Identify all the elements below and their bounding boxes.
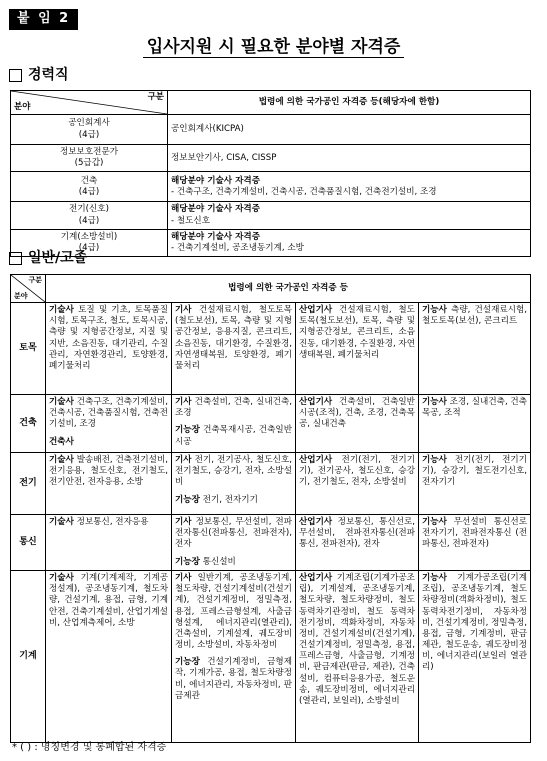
- certificate-level: 기능사: [422, 455, 447, 465]
- certificate-list: 발송배전, 건축전기설비, 전기응용, 철도신호, 전기철도, 전기안전, 전자응용, 소방: [49, 455, 169, 488]
- table-row: [11, 145, 531, 172]
- certificate-list: 전기(전기, 전기기기), 승강기, 철도전기신호, 전자기기: [422, 455, 528, 488]
- table-row: [11, 395, 531, 453]
- table-row: [11, 202, 531, 229]
- certificate-list: 조경, 실내건축, 건축목공, 조적: [422, 397, 528, 419]
- certificate-list: 건설재료시험, 철도토목(철도보선), 토목, 측량 및 지형공간정보, 콘크리트, 소음진동, 대기환경, 수질환경, 자연생태복원, 폐기물처리: [299, 305, 416, 360]
- certificate-cell: [46, 515, 172, 571]
- certificate-list: 기계가공조립(기계조립), 공조냉동기계, 철도차량정비(객화차정비), 철도동력차전기정비, 자동차정비, 건설기계정비, 정밀측정, 용접, 금형, 기계정비, 판금제관, 철도운송, 궤도장비정비, 에너지관리(보일러 열관리): [422, 573, 528, 673]
- certificate-list: 건축설비, 건축일반시공(조적), 건축, 조경, 건축목공, 실내건축: [299, 397, 415, 430]
- certificate-level: 산업기사: [299, 455, 333, 465]
- category-cell: 기계: [11, 571, 46, 743]
- field-cell: [11, 145, 168, 172]
- certificate-list: 건설재료시험, 철도토목(철도보선), 토목, 측량 및 지형공간정보, 응용지질, 콘크리트, 소음진동, 대기환경, 수질환경, 자연생태복원, 토양환경, 폐기물처리: [175, 305, 293, 371]
- certificate-level: 기사: [175, 305, 192, 315]
- checkbox-square-icon: [9, 69, 22, 82]
- section-experienced-label: 경력직: [28, 67, 69, 83]
- certificate-list: 건축설비, 건축, 실내건축, 조경: [175, 397, 292, 419]
- certificate-line: 공인회계사(KICPA): [171, 123, 244, 134]
- certificate-cell: [419, 395, 531, 453]
- certificate-cell: [172, 571, 296, 743]
- certificate-group: [49, 517, 168, 528]
- certificate-cell: [168, 229, 531, 256]
- certificate-cell: [419, 453, 531, 515]
- certificate-group: [175, 397, 292, 419]
- corner-header-top: 구분: [28, 276, 42, 284]
- certificate-cell: [296, 453, 419, 515]
- general-table: [10, 274, 531, 743]
- certificate-group: [422, 517, 527, 551]
- certificate-cell: [296, 571, 419, 743]
- certificate-group: [49, 573, 168, 629]
- certificate-cell: [46, 303, 172, 395]
- corner-header-top: 구분: [147, 92, 164, 102]
- certificate-cell: [172, 515, 296, 571]
- table-row: [11, 303, 531, 395]
- attachment-tag: 붙 임 2: [9, 9, 78, 30]
- category-cell: 통신: [11, 515, 46, 571]
- certificate-list: 정보통신, 전자응용: [76, 517, 149, 527]
- field-cell: [11, 115, 168, 145]
- certificate-group: [299, 517, 415, 551]
- table-corner-header: [11, 91, 168, 115]
- certificate-level: 기사: [175, 517, 192, 527]
- certificate-list: 기계조립(기계가공조립), 기계설계, 공조냉동기계, 철도차량, 철도차량정비, 철도동력차기관정비, 철도 동력차전기정비, 객화차정비, 자동차정비, 건설기계설비(건설기계), 건설기계정비, 정밀측정, 용접, 프레스금형, 사출금형, 기계정비, 판금제관(판금, 제관), 건축설비, 컴퓨터응용가공, 철도운송, 궤도장비정비, 에너지관리(열관리, 보일러), 소방설비: [299, 573, 415, 706]
- certificate-level: 기능사: [422, 305, 447, 315]
- certificate-group: [299, 305, 415, 361]
- field-cell: [11, 172, 168, 202]
- certificate-group: [49, 397, 168, 431]
- certificate-level: 산업기사: [299, 397, 333, 407]
- certificate-list: 전기, 전기공사, 철도신호, 전기철도, 승강기, 전자, 소방설비: [175, 455, 292, 488]
- page-title-text: 입사지원 시 필요한 분야별 자격증: [143, 37, 405, 58]
- certificate-list: 건축구조, 건축기계설비, 건축시공, 건축품질시험, 건축전기설비, 조경: [49, 397, 169, 430]
- certificate-list: 토질 및 기초, 토목품질시험, 토목구조, 철도, 토목시공, 측량 및 지형공간정보, 지질 및 지반, 소음진동, 대기관리, 수질관리, 자연환경관리, 토양환경, 폐기물처리: [49, 305, 168, 371]
- certificate-group: [422, 305, 527, 327]
- corner-header-bottom: 분야: [14, 101, 31, 112]
- corner-header-bottom: 분야: [14, 291, 28, 300]
- certificate-level: 건축사: [49, 436, 74, 447]
- section-general-label: 일반/고졸: [28, 250, 88, 266]
- certificate-group: [175, 455, 292, 489]
- certificate-cell: [296, 515, 419, 571]
- certificate-list: 전기(전기, 전기기기), 전기공사, 철도신호, 승강기, 전기철도, 전자, 소방설비: [299, 455, 415, 488]
- certificate-group: [175, 517, 292, 551]
- certificate-level: 기술사: [49, 573, 74, 583]
- certificate-level: 기능장: [175, 556, 200, 567]
- table-row: [11, 453, 531, 515]
- certificate-list: 일반기계, 공조냉동기계, 철도차량, 건설기계설비(건설기계), 건설기계정비, 정밀측정, 용접, 프레스금형설계, 사출금형설계, 에너지관리(열관리), 건축설비, 기계설계, 궤도장비정비, 소방설비, 자동차정비: [175, 573, 292, 651]
- field-grade: (4급): [78, 215, 100, 226]
- certificate-level: 기능장: [175, 657, 200, 668]
- certificate-group: [49, 437, 168, 448]
- certificate-cell: [419, 571, 531, 743]
- certificate-level: 산업기사: [299, 573, 333, 583]
- certificate-level: 기능사: [422, 573, 447, 583]
- certificate-level: 기능사: [422, 517, 447, 527]
- certificate-list: 건설기계정비, 금형제작, 기계가공, 용접, 철도차량정비, 에너지관리, 자동차정비, 판금제관: [175, 657, 292, 701]
- table-row: [11, 115, 531, 145]
- certificate-heading: 해당분야 기술사 자격증: [171, 175, 260, 186]
- certificate-group: [49, 305, 168, 372]
- certificate-group: [422, 397, 527, 419]
- field-name: 기계(소방설비): [60, 231, 118, 242]
- certificate-cell: [46, 395, 172, 453]
- certificate-level: 기술사: [49, 517, 74, 527]
- certificate-cell: [296, 303, 419, 395]
- certificate-group: [175, 305, 292, 372]
- certificate-cell: [46, 571, 172, 743]
- section-general-heading: [9, 249, 87, 267]
- certificate-list: 측량, 건설재료시험, 철도토목(보선), 콘크리트: [422, 305, 528, 327]
- certificate-line: - 건축기계설비, 공조냉동기계, 소방: [171, 242, 304, 253]
- certificate-cell: [172, 303, 296, 395]
- certificate-level: 기능사: [422, 397, 447, 407]
- certificate-list: 정보통신, 무선설비, 전파전자통신(전파통신, 전파전자), 전자: [175, 517, 292, 550]
- certificate-list: 무선설비 통신선로 전자기기, 전파전자통신 (전파통신, 전파전자): [422, 517, 528, 550]
- field-cell: [11, 202, 168, 229]
- column-header: 법령에 의한 국가공인 자격증 등(해당자에 한함): [168, 91, 531, 115]
- field-name: 공인회계사: [68, 118, 110, 129]
- certificate-heading: 해당분야 기술사 자격증: [171, 231, 260, 242]
- category-cell: 전기: [11, 453, 46, 515]
- section-experienced-heading: [9, 66, 69, 84]
- field-grade: (4급): [78, 186, 100, 197]
- certificate-list: 건축목재시공, 건축일반시공: [175, 425, 292, 447]
- certificate-cell: [296, 395, 419, 453]
- experienced-table: [10, 90, 531, 257]
- field-grade: (4급): [78, 129, 100, 140]
- table-row: [11, 172, 531, 202]
- certificate-cell: [419, 303, 531, 395]
- certificate-list: 전기, 전자기기: [202, 494, 258, 505]
- checkbox-square-icon: [9, 252, 22, 265]
- certificate-group: [175, 573, 292, 651]
- table-row: [11, 571, 531, 743]
- field-name: 전기(신호): [69, 204, 109, 215]
- category-cell: 토목: [11, 303, 46, 395]
- certificate-level: 기능장: [175, 425, 200, 436]
- certificate-group: [175, 425, 292, 447]
- certificate-line: - 철도신호: [171, 215, 211, 226]
- certificate-level: 기술사: [49, 305, 74, 315]
- certificate-group: [175, 557, 292, 568]
- footnote: * ( ) : 명칭변경 및 통폐합된 자격증: [12, 742, 167, 753]
- table-corner-header: [11, 275, 46, 303]
- certificate-list: 기계(기계제작, 기계공정설계), 공조냉동기계, 철도차량, 건설기계, 용접, 금형, 기계안전, 건축기계설비, 산업기계설비, 산업계측제어, 소방: [49, 573, 169, 628]
- certificate-cell: [172, 453, 296, 515]
- certificate-list: 정보통신, 통신선로, 무선설비, 전파전자통신(전파통신, 전파전자), 전자: [299, 517, 415, 550]
- table-row: [11, 229, 531, 256]
- certificate-level: 기사: [175, 397, 192, 407]
- certificate-group: [49, 455, 168, 489]
- certificate-list: 통신설비: [202, 556, 236, 567]
- certificate-level: 산업기사: [299, 305, 333, 315]
- field-grade: (5급갑): [74, 158, 104, 169]
- certificate-cell: [168, 202, 531, 229]
- certificate-group: [422, 573, 527, 674]
- certificate-group: [299, 455, 415, 489]
- category-cell: 건축: [11, 395, 46, 453]
- certificate-level: 산업기사: [299, 517, 333, 527]
- certificate-group: [299, 397, 415, 431]
- table-row: [11, 515, 531, 571]
- field-name: 건축: [80, 175, 98, 186]
- certificate-level: 기사: [175, 573, 192, 583]
- certificate-cell: [168, 145, 531, 172]
- column-header: 법령에 의한 국가공인 자격증 등: [46, 275, 531, 303]
- certificate-level: 기사: [175, 455, 192, 465]
- certificate-cell: [46, 453, 172, 515]
- page-title: [0, 36, 547, 58]
- certificate-cell: [168, 172, 531, 202]
- certificate-heading: 해당분야 기술사 자격증: [171, 204, 260, 215]
- certificate-level: 기술사: [49, 397, 74, 407]
- certificate-cell: [172, 395, 296, 453]
- certificate-group: [175, 495, 292, 506]
- field-grade: (4급): [78, 242, 100, 253]
- certificate-line: - 건축구조, 건축기계설비, 건축시공, 건축품질시험, 건축전기설비, 조경: [171, 186, 437, 197]
- certificate-group: [422, 455, 527, 489]
- certificate-level: 기술사: [49, 455, 74, 465]
- certificate-group: [299, 573, 415, 707]
- certificate-group: [175, 657, 292, 702]
- field-name: 정보보호전문가: [59, 147, 119, 157]
- certificate-level: 기능장: [175, 494, 200, 505]
- certificate-cell: [419, 515, 531, 571]
- certificate-line: 정보보안기사, CISA, CISSP: [171, 152, 277, 163]
- certificate-cell: [168, 115, 531, 145]
